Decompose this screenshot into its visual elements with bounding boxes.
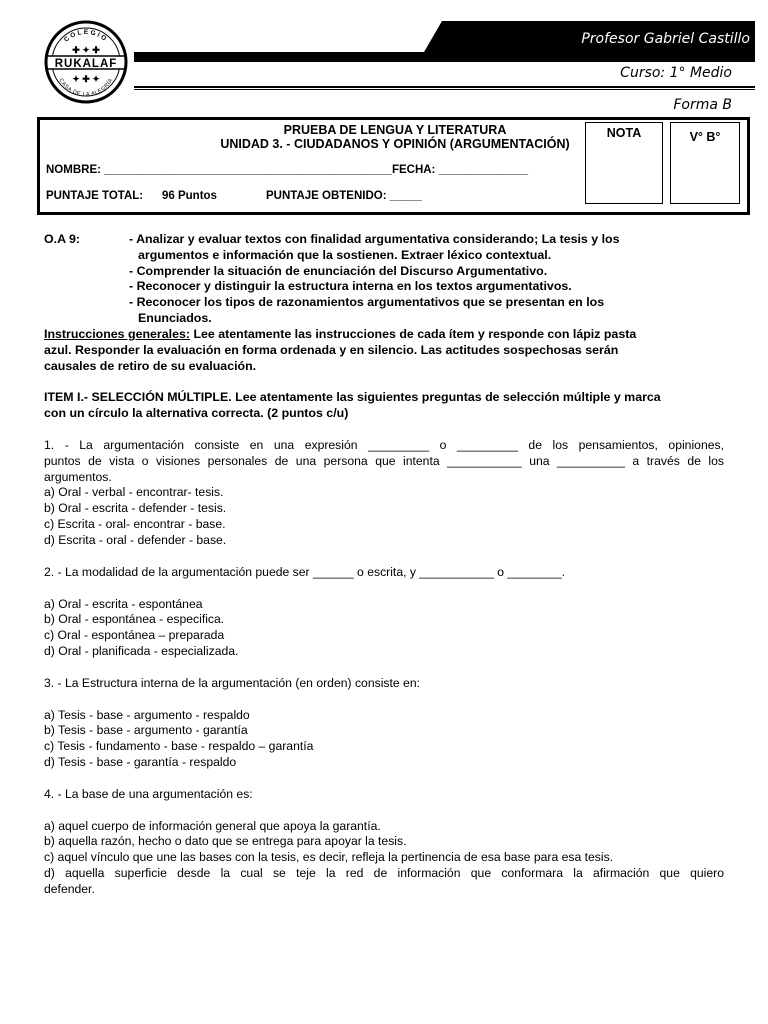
form-label: Forma B bbox=[673, 97, 732, 113]
question-stem: 3. - La Estructura interna de la argumentación (en orden) consiste en: bbox=[44, 676, 420, 690]
item-heading bbox=[44, 390, 734, 422]
question-stem: puntos de vista o visiones personales de una persona que intenta ___________ una __________ a través de los bbox=[44, 453, 724, 468]
approval-box bbox=[670, 122, 740, 204]
answer-option[interactable]: a) Oral - verbal - encontrar- tesis. bbox=[44, 485, 224, 500]
objective-line: - Reconocer los tipos de razonamientos argumentativos que se presentan en los bbox=[129, 295, 605, 310]
objective-line: - Reconocer y distinguir la estructura interna en los textos argumentativos. bbox=[129, 279, 572, 294]
objective-line: Enunciados. bbox=[138, 310, 212, 325]
instructions-text: causales de retiro de su evaluación. bbox=[44, 358, 257, 373]
answer-option[interactable]: b) Oral - espontánea - especifica. bbox=[44, 612, 225, 627]
objective-label: O.A 9: bbox=[44, 232, 81, 246]
item-heading-line: con un círculo la alternativa correcta. (2 puntos c/u) bbox=[44, 405, 349, 420]
question-3 bbox=[44, 676, 724, 771]
obtained-score-line[interactable]: PUNTAJE OBTENIDO: _____ bbox=[266, 190, 422, 202]
answer-option[interactable]: c) Oral - espontánea – preparada bbox=[44, 628, 225, 643]
objectives-list bbox=[129, 232, 749, 327]
answer-option[interactable]: a) Tesis - base - argumento - respaldo bbox=[44, 707, 250, 722]
general-instructions bbox=[44, 327, 734, 374]
answer-option[interactable]: b) Tesis - base - argumento - garantía bbox=[44, 723, 248, 738]
answer-option[interactable]: d) Escrita - oral - defender - base. bbox=[44, 532, 227, 547]
answer-option[interactable]: a) aquel cuerpo de información general que apoya la garantía. bbox=[44, 818, 381, 833]
answer-option[interactable]: c) aquel vínculo que une las bases con la tesis, es decir, refleja la pertinencia de esa base para esa tesis. bbox=[44, 850, 614, 865]
answer-option-continued: defender. bbox=[44, 881, 95, 896]
approval-label: V° B° bbox=[689, 130, 721, 144]
exam-header-box bbox=[37, 117, 750, 215]
header-rule bbox=[134, 52, 755, 62]
answer-option[interactable]: c) Escrita - oral- encontrar - base. bbox=[44, 516, 226, 531]
logo-bottom-text: CASA DE LA ALEGRÍA bbox=[57, 77, 115, 99]
objective-line: - Comprender la situación de enunciación del Discurso Argumentativo. bbox=[129, 263, 548, 278]
answer-option[interactable]: a) Oral - escrita - espontánea bbox=[44, 596, 203, 611]
exam-unit: UNIDAD 3. - CIUDADANOS Y OPINIÓN (ARGUMENTACIÓN) bbox=[220, 137, 570, 151]
total-score-label: PUNTAJE TOTAL: bbox=[46, 190, 144, 202]
item-heading-line: ITEM I.- SELECCIÓN MÚLTIPLE. Lee atentamente las siguientes preguntas de selección múltiple y marca bbox=[44, 390, 661, 404]
objective-line: - Analizar y evaluar textos con finalidad argumentativa considerando; La tesis y los bbox=[129, 232, 620, 246]
question-1 bbox=[44, 438, 724, 549]
exam-title: PRUEBA DE LENGUA Y LITERATURA bbox=[283, 123, 507, 137]
logo-name: RUKALAF bbox=[54, 58, 118, 70]
answer-option[interactable]: d) Tesis - base - garantía - respaldo bbox=[44, 754, 237, 769]
grade-label: NOTA bbox=[606, 126, 642, 140]
total-score-value: 96 Puntos bbox=[162, 190, 217, 202]
svg-text:✚ ✦ ✚: ✚ ✦ ✚ bbox=[72, 45, 100, 55]
objective-line: argumentos e información que la sostienen. Extraer léxico contextual. bbox=[138, 247, 552, 262]
question-2 bbox=[44, 565, 724, 660]
svg-text:✦ ✚ ✦: ✦ ✚ ✦ bbox=[72, 74, 100, 84]
instructions-text: Lee atentamente las instrucciones de cada ítem y responde con lápiz pasta bbox=[193, 327, 637, 341]
grade-box bbox=[585, 122, 663, 204]
answer-option[interactable]: b) Oral - escrita - defender - tesis. bbox=[44, 501, 227, 516]
question-stem: 2. - La modalidad de la argumentación puede ser ______ o escrita, y ___________ o ________. bbox=[44, 565, 566, 579]
answer-option[interactable]: d) aquella superficie desde la cual se teje la red de información que conformara la afirmación que quiero bbox=[44, 865, 724, 880]
answer-option[interactable]: b) aquella razón, hecho o dato que se entrega para apoyar la tesis. bbox=[44, 834, 407, 849]
header-divider bbox=[134, 86, 755, 88]
question-stem: 4. - La base de una argumentación es: bbox=[44, 787, 253, 801]
name-date-line[interactable]: NOMBRE: _____________________________________________FECHA: ______________ bbox=[46, 164, 529, 176]
instructions-text: azul. Responder la evaluación en forma ordenada y en silencio. Las actitudes sospechosas serán bbox=[44, 342, 619, 357]
question-stem: 1. - La argumentación consiste en una expresión _________ o _________ de los pensamientos, opiniones, bbox=[44, 438, 724, 452]
answer-option[interactable]: d) Oral - planificada - especializada. bbox=[44, 643, 239, 658]
logo-top-text: COLEGIO bbox=[62, 28, 110, 44]
school-logo bbox=[44, 20, 128, 104]
header-divider-secondary bbox=[134, 89, 755, 90]
question-stem: argumentos. bbox=[44, 469, 112, 484]
teacher-name: Profesor Gabriel Castillo bbox=[581, 31, 750, 47]
question-4 bbox=[44, 787, 724, 898]
course-label: Curso: 1° Medio bbox=[620, 65, 732, 81]
answer-option[interactable]: c) Tesis - fundamento - base - respaldo – garantía bbox=[44, 739, 314, 754]
instructions-label: Instrucciones generales: bbox=[44, 327, 190, 341]
